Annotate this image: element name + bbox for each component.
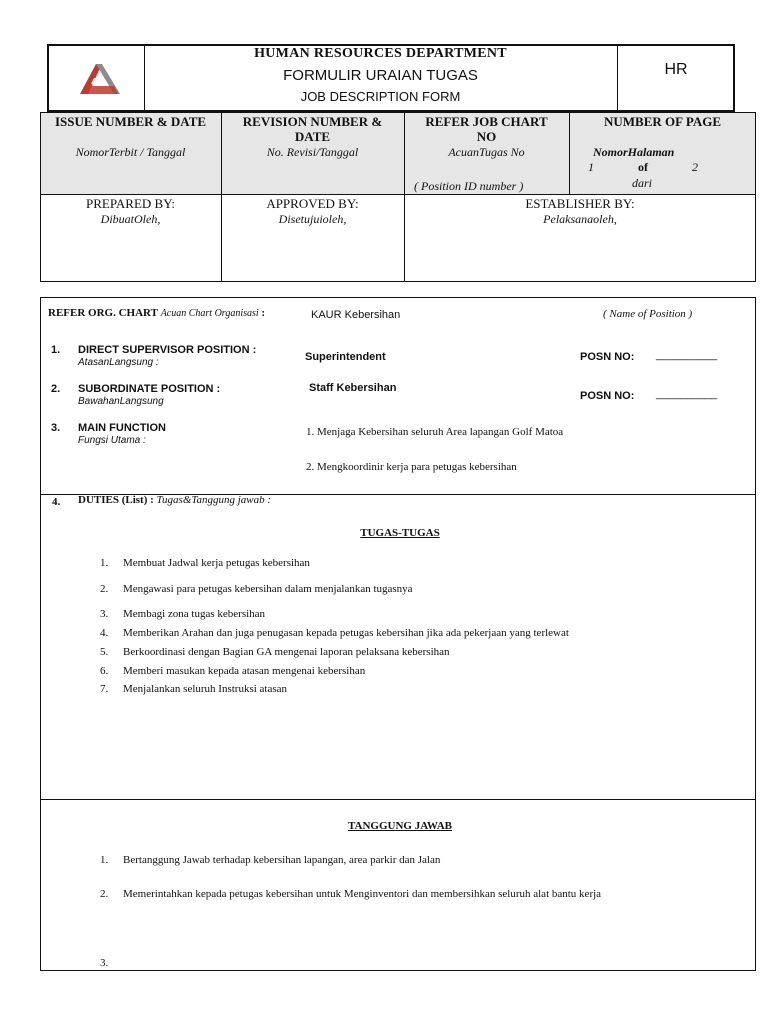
refer-org-sub: Acuan Chart Organisasi <box>160 308 259 319</box>
subordinate-value: Staff Kebersihan <box>309 382 397 394</box>
refer-org-colon: : <box>261 307 266 319</box>
position-value: KAUR Kebersihan <box>311 309 401 321</box>
list-item: 7. Menjalankan seluruh Instruksi atasan <box>100 683 288 695</box>
refer-label-1: REFER JOB CHART <box>425 114 548 129</box>
form-subtitle: JOB DESCRIPTION FORM <box>300 89 461 104</box>
page-dari: dari <box>632 176 653 190</box>
supervisor-sub: AtasanLangsung : <box>78 357 159 368</box>
refer-label-2: NO <box>476 129 497 144</box>
page-of: of <box>638 160 648 174</box>
duties-number: 4. <box>52 496 61 508</box>
list-item: 4. Memberikan Arahan dan juga penugasan kepada petugas kebersihan jika ada pekerjaan yang terlewat <box>100 627 569 639</box>
posn-label-1: POSN NO: <box>580 351 635 363</box>
duties-label: DUTIES (List) : <box>78 494 154 506</box>
duties-sub: Tugas&Tanggung jawab : <box>156 494 272 506</box>
page-number: 1 <box>588 160 594 174</box>
refer-sub: AcuanTugas No <box>448 145 525 159</box>
list-item: 3. <box>100 957 109 969</box>
main-function-item: 2. Mengkoordinir kerja para petugas kebersihan <box>306 461 517 473</box>
revision-sub: No. Revisi/Tanggal <box>266 145 359 159</box>
established-label: ESTABLISHER BY: <box>525 196 635 211</box>
subordinate-number: 2. <box>51 383 61 395</box>
subordinate-sub: BawahanLangsung <box>78 396 164 407</box>
approved-sub: Disetujuioleh, <box>278 212 347 226</box>
duties-heading <box>78 494 271 506</box>
main-function-label: MAIN FUNCTION <box>78 422 166 434</box>
list-item: 2. Mengawasi para petugas kebersihan dalam menjalankan tugasnya <box>100 583 413 595</box>
revision-label-2: DATE <box>294 129 331 144</box>
company-logo <box>74 56 126 98</box>
posn-blank-1: __________ <box>656 349 718 361</box>
form-title: FORMULIR URAIAN TUGAS <box>283 67 478 84</box>
posn-blank-2: __________ <box>656 388 718 400</box>
approved-label: APPROVED BY: <box>266 196 359 211</box>
established-sub: Pelaksanaoleh, <box>543 212 617 226</box>
revision-label-1: REVISION NUMBER & <box>242 114 383 129</box>
list-item: 2. Memerintahkan kepada petugas kebersihan untuk Menginventori dan membersihkan seluruh alat bantu kerja <box>100 888 602 900</box>
list-item: 6. Memberi masukan kepada atasan mengenai kebersihan <box>100 665 366 677</box>
prepared-label: PREPARED BY: <box>86 196 175 211</box>
issue-sub: NomorTerbit / Tanggal <box>75 145 186 159</box>
refer-org-chart <box>48 307 265 319</box>
department-code: HR <box>664 61 688 78</box>
list-item: 5. Berkoordinasi dengan Bagian GA mengenai laporan pelaksana kebersihan <box>100 646 450 658</box>
pages-label: NUMBER OF PAGE <box>604 114 721 129</box>
responsibility-title: TANGGUNG JAWAB <box>347 820 452 832</box>
page-total: 2 <box>692 160 698 174</box>
main-function-sub: Fungsi Utama : <box>78 435 146 446</box>
refer-org-label: REFER ORG. CHART <box>48 307 158 319</box>
supervisor-number: 1. <box>51 344 61 356</box>
prepared-sub: DibuatOleh, <box>100 212 161 226</box>
main-function-item: 1. Menjaga Kebersihan seluruh Area lapangan Golf Matoa <box>306 426 564 438</box>
duties-title: TUGAS-TUGAS <box>360 527 440 539</box>
issue-label: ISSUE NUMBER & DATE <box>54 114 207 129</box>
list-item: 3. Membagi zona tugas kebersihan <box>100 608 266 620</box>
list-item: 1. Membuat Jadwal kerja petugas kebersihan <box>100 557 310 569</box>
department-title: HUMAN RESOURCES DEPARTMENT <box>254 46 507 61</box>
main-function-number: 3. <box>51 422 61 434</box>
list-item: 1. Bertanggung Jawab terhadap kebersihan lapangan, area parkir dan Jalan <box>100 854 441 866</box>
pages-sub: NomorHalaman <box>593 145 675 159</box>
position-note: ( Name of Position ) <box>603 308 693 320</box>
supervisor-label: DIRECT SUPERVISOR POSITION : <box>78 344 257 356</box>
refer-note: ( Position ID number ) <box>414 179 524 193</box>
supervisor-value: Superintendent <box>305 351 386 363</box>
subordinate-label: SUBORDINATE POSITION : <box>78 383 221 395</box>
posn-label-2: POSN NO: <box>580 390 635 402</box>
